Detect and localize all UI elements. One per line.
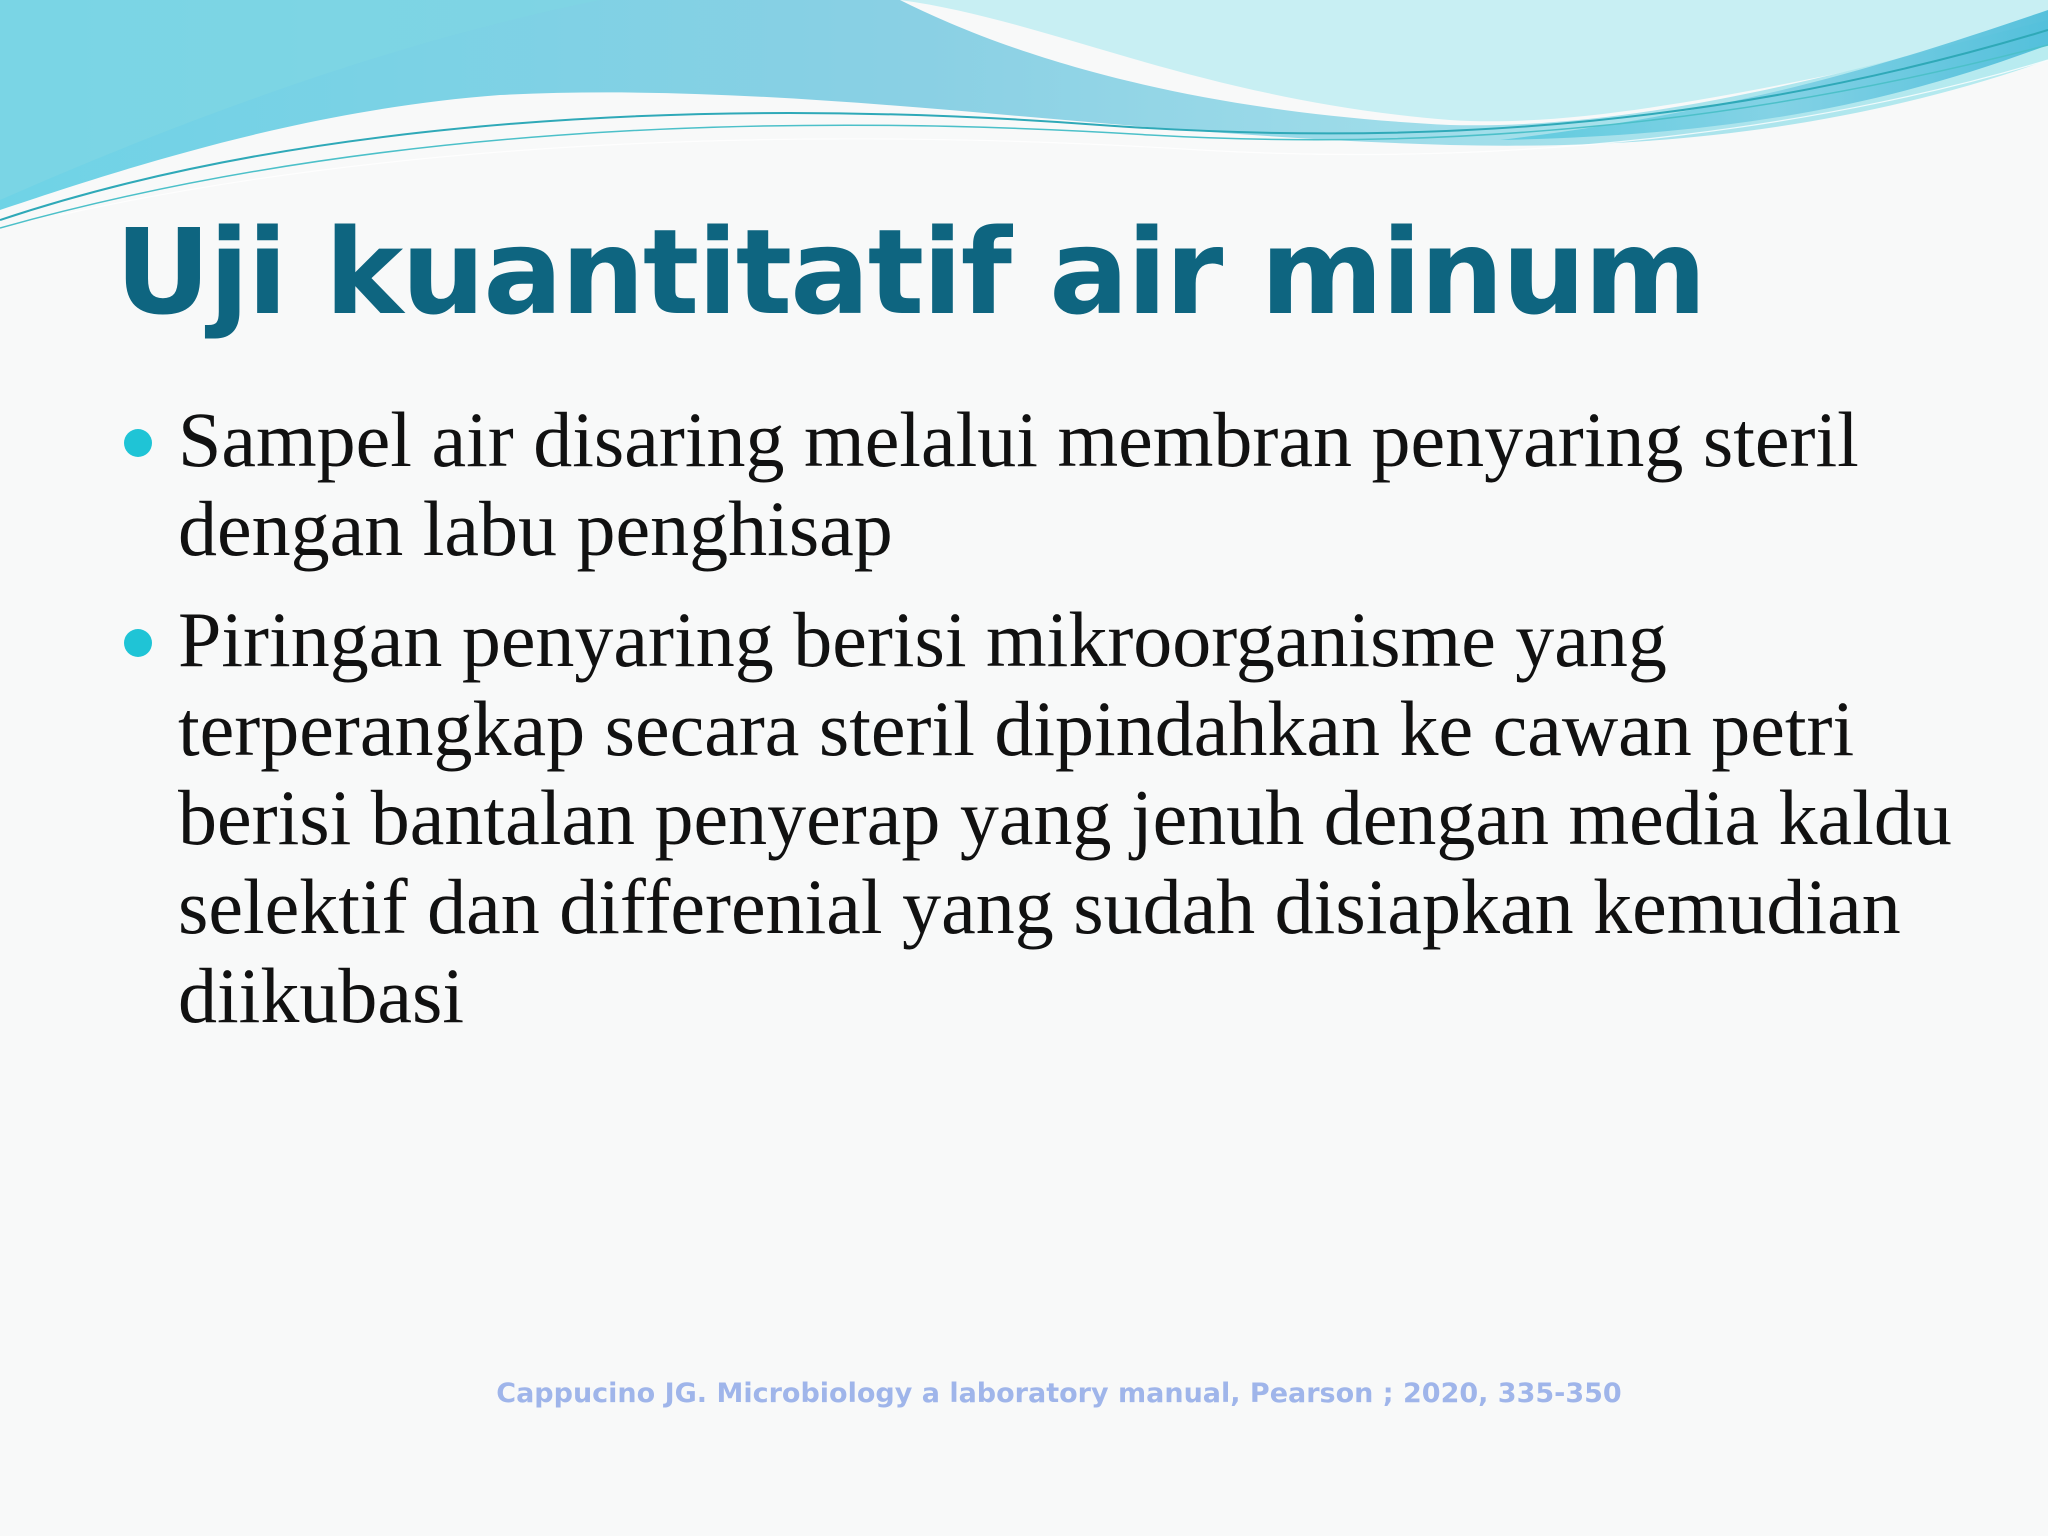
bullet-dot-icon [124, 429, 152, 457]
bullet-dot-icon [124, 629, 152, 657]
citation-footer: Cappucino JG. Microbiology a laboratory manual, Pearson ; 2020, 335-350 [496, 1378, 1622, 1409]
bullet-list [120, 395, 2000, 1062]
slide-title: Uji kuantitatif air minum [115, 203, 1705, 341]
bullet-item [120, 595, 2000, 1040]
bullet-text: Piringan penyaring berisi mikroorganisme yang terperangkap secara steril dipindahkan ke cawan petri berisi bantalan penyerap yang jenuh dengan media kaldu selektif dan differenial yang sudah disiapkan kemudian diikubasi [178, 596, 1952, 1039]
bullet-text: Sampel air disaring melalui membran penyaring steril dengan labu penghisap [178, 396, 1859, 572]
bullet-item [120, 395, 2000, 573]
